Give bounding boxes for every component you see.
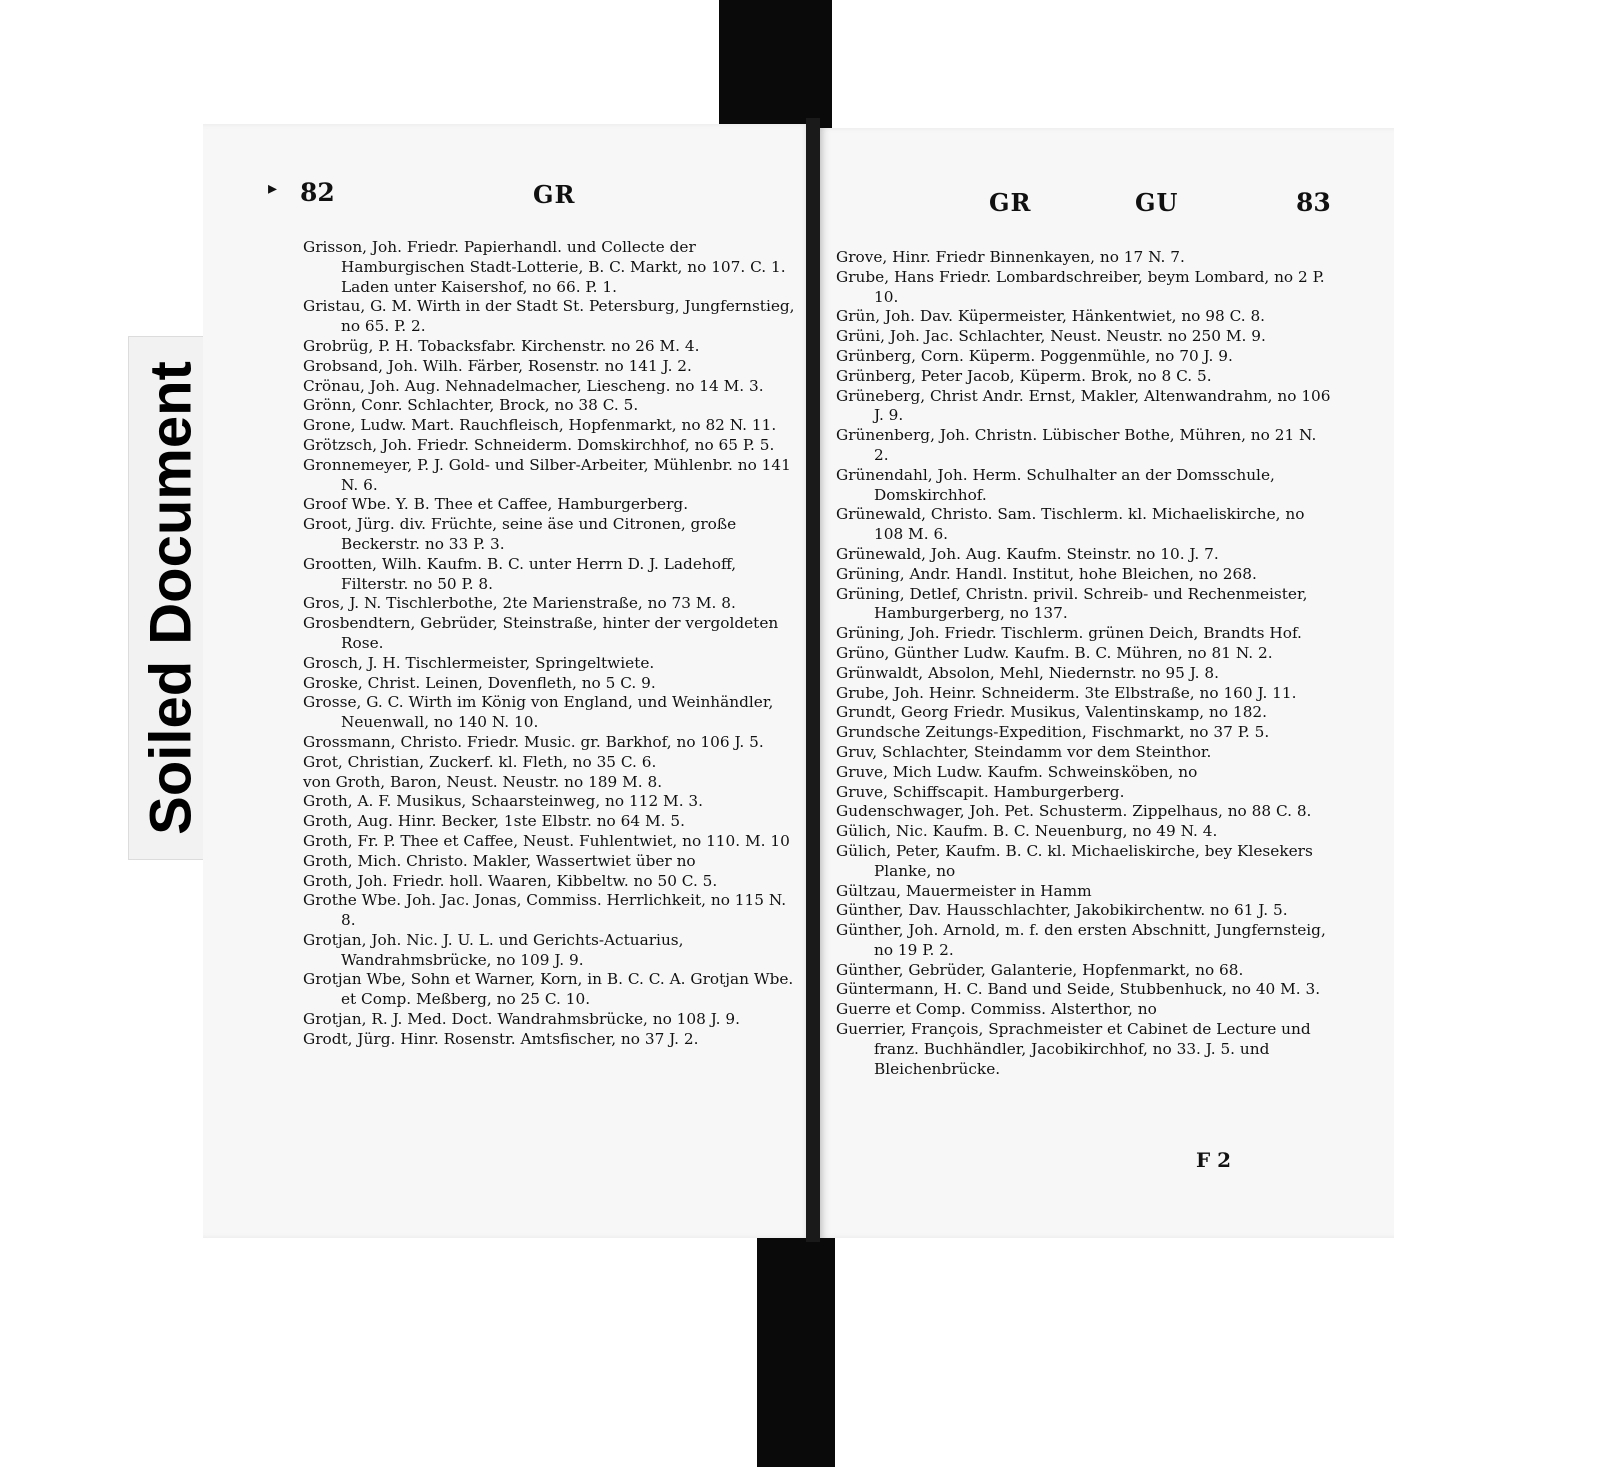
directory-entry: von Groth, Baron, Neust. Neustr. no 189 M. 8. (303, 772, 663, 791)
directory-entry: Grüning, Detlef, Christn. privil. Schreib- und Rechenmeister, Hamburgerberg, no 137. (836, 584, 1308, 623)
directory-entry: Gristau, G. M. Wirth in der Stadt St. Petersburg, Jungfernstieg, no 65. P. 2. (303, 297, 795, 336)
binding-tape-bottom (757, 1235, 835, 1467)
directory-entry: Grüning, Joh. Friedr. Tischlerm. grünen Deich, Brandts Hof. (836, 624, 1302, 643)
directory-entry: Grotjan Wbe, Sohn et Warner, Korn, in B. C. C. A. Grotjan Wbe. et Comp. Meßberg, no 25 C. 10. (303, 970, 794, 1009)
directory-entry: Grundsche Zeitungs-Expedition, Fischmarkt, no 37 P. 5. (836, 723, 1270, 742)
directory-entry: Grünwaldt, Absolon, Mehl, Niedernstr. no 95 J. 8. (836, 663, 1219, 682)
directory-entry: Güntermann, H. C. Band und Seide, Stubbenhuck, no 40 M. 3. (836, 980, 1321, 999)
directory-entry: Grötzsch, Joh. Friedr. Schneiderm. Domskirchhof, no 65 P. 5. (303, 435, 775, 454)
directory-entry: Grüning, Andr. Handl. Institut, hohe Bleichen, no 268. (836, 564, 1257, 583)
directory-entry: Günther, Joh. Arnold, m. f. den ersten Abschnitt, Jungfernsteig, no 19 P. 2. (836, 921, 1326, 959)
left-running-head: GR (533, 180, 576, 209)
directory-entry: Grobrüg, P. H. Tobacksfabr. Kirchenstr. no 26 M. 4. (303, 336, 700, 355)
directory-entry: Groth, Fr. P. Thee et Caffee, Neust. Fuhlentwiet, no 110. M. 10 (303, 831, 790, 850)
directory-entry: Groof Wbe. Y. B. Thee et Caffee, Hamburgerberg. (303, 495, 689, 514)
directory-entry: Grünenberg, Joh. Christn. Lübischer Bothe, Mühren, no 21 N. 2. (836, 426, 1317, 464)
directory-entry: Grisson, Joh. Friedr. Papierhandl. und Collecte der Hamburgischen Stadt-Lotterie, B. C. Markt, no 107. C. 1. Laden unter Kaisershof, no 66. P. 1. (303, 238, 786, 296)
right-running-head-gr: GR (989, 188, 1032, 217)
directory-entry: Grothe Wbe. Joh. Jac. Jonas, Commiss. Herrlichkeit, no 115 N. 8. (303, 891, 787, 930)
right-page-number: 83 (1296, 188, 1331, 217)
directory-entry: Grünberg, Peter Jacob, Küperm. Brok, no 8 C. 5. (836, 366, 1212, 385)
directory-entry: Grönn, Conr. Schlachter, Brock, no 38 C. 5. (303, 396, 639, 415)
left-entry-list (303, 238, 795, 1050)
directory-entry: Gudenschwager, Joh. Pet. Schusterm. Zippelhaus, no 88 C. 8. (836, 802, 1312, 821)
directory-entry: Grün, Joh. Dav. Küpermeister, Hänkentwiet, no 98 C. 8. (836, 307, 1266, 326)
signature-mark: F 2 (1196, 1148, 1232, 1172)
directory-entry: Groot, Jürg. div. Früchte, seine äse und Citronen, große Beckerstr. no 33 P. 3. (303, 515, 737, 553)
directory-entry: Günther, Dav. Hausschlachter, Jakobikirchentw. no 61 J. 5. (836, 901, 1288, 920)
margin-mark: ▸ (268, 178, 278, 199)
directory-entry: Gruve, Mich Ludw. Kaufm. Schweinsköben, no (836, 762, 1198, 781)
directory-entry: Gruve, Schiffscapit. Hamburgerberg. (836, 782, 1125, 801)
directory-entry: Grotjan, R. J. Med. Doct. Wandrahmsbrücke, no 108 J. 9. (303, 1010, 740, 1029)
soiled-document-stamp (128, 336, 214, 860)
directory-entry: Grossmann, Christo. Friedr. Music. gr. Barkhof, no 106 J. 5. (303, 732, 764, 751)
right-running-head-gu: GU (1135, 188, 1179, 217)
directory-entry: Grosch, J. H. Tischlermeister, Springeltwiete. (303, 653, 655, 672)
directory-entry: Gülich, Nic. Kaufm. B. C. Neuenburg, no 49 N. 4. (836, 822, 1218, 841)
directory-entry: Grone, Ludw. Mart. Rauchfleisch, Hopfenmarkt, no 82 N. 11. (303, 416, 777, 435)
directory-entry: Grüni, Joh. Jac. Schlachter, Neust. Neustr. no 250 M. 9. (836, 327, 1266, 346)
right-entry-list (836, 248, 1333, 1079)
directory-entry: Grube, Hans Friedr. Lombardschreiber, beym Lombard, no 2 P. 10. (836, 267, 1325, 306)
directory-entry: Groth, Aug. Hinr. Becker, 1ste Elbstr. no 64 M. 5. (303, 812, 685, 831)
directory-entry: Guerrier, François, Sprachmeister et Cabinet de Lecture und franz. Buchhändler, Jacobikirchhof, no 33. J. 5. und Bleichenbrücke. (836, 1020, 1311, 1078)
directory-entry: Grobsand, Joh. Wilh. Färber, Rosenstr. no 141 J. 2. (303, 356, 692, 375)
directory-entry: Gültzau, Mauermeister in Hamm (836, 881, 1092, 900)
directory-entry: Grünberg, Corn. Küperm. Poggenmühle, no 70 J. 9. (836, 346, 1233, 365)
directory-entry: Groske, Christ. Leinen, Dovenfleth, no 5 C. 9. (303, 673, 656, 692)
directory-entry: Grosse, G. C. Wirth im König von England, und Weinhändler, Neuenwall, no 140 N. 10. (303, 693, 774, 732)
directory-entry: Guerre et Comp. Commiss. Alsterthor, no (836, 1000, 1157, 1019)
directory-entry: Crönau, Joh. Aug. Nehnadelmacher, Liescheng. no 14 M. 3. (303, 376, 764, 395)
binding-tape-top (719, 0, 832, 132)
directory-entry: Grüneberg, Christ Andr. Ernst, Makler, Altenwandrahm, no 106 J. 9. (836, 386, 1331, 425)
directory-entry: Grünendahl, Joh. Herm. Schulhalter an der Domsschule, Domskirchhof. (836, 465, 1275, 504)
directory-entry: Groth, A. F. Musikus, Schaarsteinweg, no 112 M. 3. (303, 792, 704, 811)
directory-entry: Grootten, Wilh. Kaufm. B. C. unter Herrn D. J. Ladehoff, Filterstr. no 50 P. 8. (303, 554, 737, 593)
directory-entry: Grodt, Jürg. Hinr. Rosenstr. Amtsfischer, no 37 J. 2. (303, 1029, 699, 1048)
left-page-number: 82 (300, 178, 335, 207)
directory-entry: Groth, Joh. Friedr. holl. Waaren, Kibbeltw. no 50 C. 5. (303, 871, 718, 890)
directory-entry: Groth, Mich. Christo. Makler, Wassertwiet über no (303, 851, 696, 870)
directory-entry: Gros, J. N. Tischlerbothe, 2te Marienstraße, no 73 M. 8. (303, 594, 736, 613)
directory-entry: Grundt, Georg Friedr. Musikus, Valentinskamp, no 182. (836, 703, 1268, 722)
directory-entry: Grüno, Günther Ludw. Kaufm. B. C. Mühren, no 81 N. 2. (836, 643, 1273, 662)
directory-entry: Grot, Christian, Zuckerf. kl. Fleth, no 35 C. 6. (303, 752, 657, 771)
directory-entry: Günther, Gebrüder, Galanterie, Hopfenmarkt, no 68. (836, 960, 1244, 979)
directory-entry: Gruv, Schlachter, Steindamm vor dem Steinthor. (836, 742, 1212, 761)
directory-entry: Grünewald, Christo. Sam. Tischlerm. kl. Michaeliskirche, no 108 M. 6. (836, 505, 1305, 544)
directory-entry: Grotjan, Joh. Nic. J. U. L. und Gerichts-Actuarius, Wandrahmsbrücke, no 109 J. 9. (303, 930, 684, 969)
directory-entry: Gülich, Peter, Kaufm. B. C. kl. Michaeliskirche, bey Klesekers Planke, no (836, 841, 1313, 880)
directory-entry: Grosbendtern, Gebrüder, Steinstraße, hinter der vergoldeten Rose. (303, 614, 779, 652)
directory-entry: Grünewald, Joh. Aug. Kaufm. Steinstr. no 10. J. 7. (836, 544, 1219, 563)
directory-entry: Grove, Hinr. Friedr Binnenkayen, no 17 N. 7. (836, 248, 1185, 266)
directory-entry: Grube, Joh. Heinr. Schneiderm. 3te Elbstraße, no 160 J. 11. (836, 683, 1297, 702)
directory-entry: Gronnemeyer, P. J. Gold- und Silber-Arbeiter, Mühlenbr. no 141 N. 6. (303, 455, 791, 494)
stamp-label: Soiled Document (138, 361, 204, 835)
book-gutter (806, 118, 820, 1242)
